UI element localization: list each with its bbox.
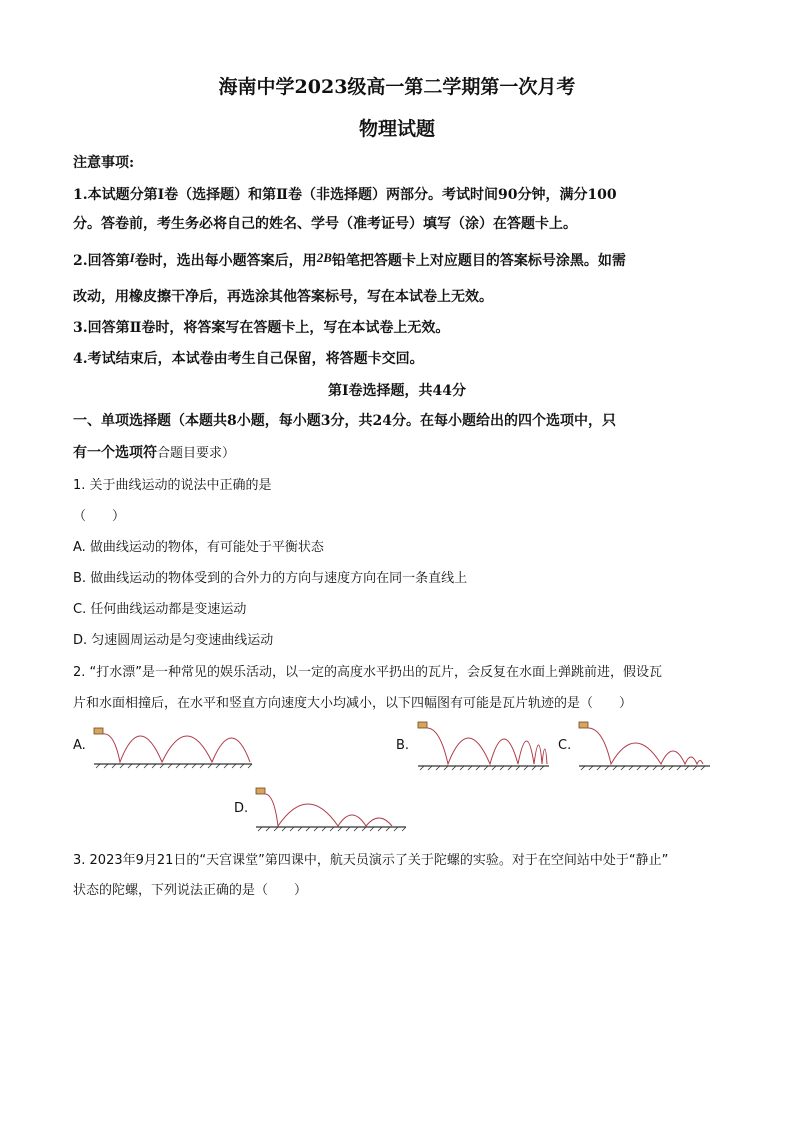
trajectory-figure-c <box>577 720 712 772</box>
question-3-line-2: 状态的陀螺，下列说法正确的是（ ） <box>73 883 308 898</box>
trajectory-curve <box>588 728 703 764</box>
subject-title: 物理试题 <box>358 118 435 140</box>
stone-block-icon <box>256 788 265 794</box>
trajectory-figure-a <box>92 722 252 772</box>
question-1-stem: 1. 关于曲线运动的说法中正确的是 <box>73 478 272 493</box>
trajectory-curve <box>427 728 547 764</box>
trajectory-curve <box>265 794 392 826</box>
trajectory-curve <box>103 734 250 762</box>
question-2-line-2: 片和水面相撞后，在水平和竖直方向速度大小均减小，以下四幅图有可能是瓦片轨迹的是（ ） <box>73 696 633 711</box>
part-heading-line-2: 有一个选项符合题目要求） <box>73 445 236 461</box>
figure-c-label: C. <box>558 738 572 753</box>
notice-item-1-line-1: 1.本试题分第Ⅰ卷（选择题）和第Ⅱ卷（非选择题）两部分。考试时间90分钟，满分100 <box>73 187 617 203</box>
figure-a-label: A. <box>73 738 86 753</box>
exam-title: 海南中学2023级高一第二学期第一次月考 <box>218 76 576 98</box>
notice-item-3: 3.回答第Ⅱ卷时，将答案写在答题卡上，写在本试卷上无效。 <box>73 320 450 336</box>
question-1-option-a: A. 做曲线运动的物体，有可能处于平衡状态 <box>73 540 324 555</box>
figure-d-label: D. <box>234 801 249 816</box>
stone-block-icon <box>579 722 588 728</box>
trajectory-figure-d <box>254 786 409 834</box>
stone-block-icon <box>418 722 427 728</box>
notice-item-4: 4.考试结束后，本试卷由考生自己保留，将答题卡交回。 <box>73 351 424 367</box>
variable-I: I <box>129 250 135 265</box>
question-2-line-1: 2. “打水漂”是一种常见的娱乐活动，以一定的高度水平扔出的瓦片，会反复在水面上弹跳前进，假设瓦 <box>73 665 663 680</box>
part-heading-line-1: 一、单项选择题（本题共8小题，每小题3分，共24分。在每小题给出的四个选项中，只 <box>73 413 616 429</box>
figure-b-label: B. <box>396 738 410 753</box>
trajectory-figure-b <box>416 720 551 772</box>
notice-item-2-line-2: 改动，用橡皮擦干净后，再选涂其他答案标号，写在本试卷上无效。 <box>73 289 493 305</box>
question-1-option-d: D. 匀速圆周运动是匀变速曲线运动 <box>73 633 274 648</box>
variable-2B: 2B <box>316 250 332 265</box>
section-heading: 第Ⅰ卷选择题，共44分 <box>327 383 467 399</box>
question-3-line-1: 3. 2023年9月21日的“天宫课堂”第四课中，航天员演示了关于陀螺的实验。对于在空间站中处于“静止” <box>73 853 669 868</box>
notice-item-1-line-2: 分。答卷前，考生务必将自己的姓名、学号（准考证号）填写（涂）在答题卡上。 <box>73 216 577 232</box>
notice-heading: 注意事项: <box>73 155 135 171</box>
stone-block-icon <box>94 728 103 734</box>
question-1-option-b: B. 做曲线运动的物体受到的合外力的方向与速度方向在同一条直线上 <box>73 571 468 586</box>
notice-item-2-line-1: 2.回答第I卷时，选出每小题答案后，用2B铅笔把答题卡上对应题目的答案标号涂黑。如需 <box>73 250 626 269</box>
question-1-blank: （ ） <box>73 509 126 524</box>
question-1-option-c: C. 任何曲线运动都是变速运动 <box>73 602 247 617</box>
